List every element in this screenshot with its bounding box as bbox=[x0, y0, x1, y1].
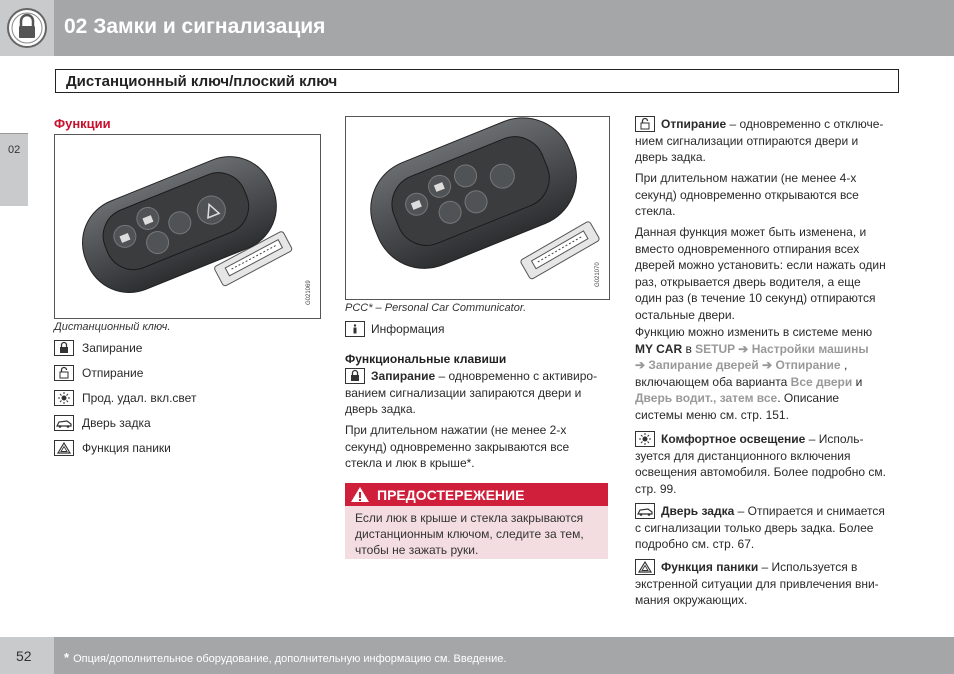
legend-item-panic bbox=[54, 440, 171, 456]
info-icon bbox=[345, 321, 365, 337]
lock-icon bbox=[54, 340, 74, 356]
tailgate-icon bbox=[635, 503, 655, 519]
footer-note: * Опция/дополнительное оборудование, дополнительную информацию см. Введение. bbox=[64, 650, 507, 665]
tailgate-icon bbox=[54, 415, 74, 431]
menu-arrow-icon: ➔ bbox=[635, 358, 649, 372]
chapter-side-tab-label: 02 bbox=[8, 144, 21, 156]
light-icon bbox=[54, 390, 74, 406]
unlock-description: Отпирание – одновременно с отключе- нием сигнализации отпираются двери и дверь задка. bbox=[635, 117, 884, 164]
figure-code: G021069 bbox=[306, 280, 312, 305]
lock-chapter-icon bbox=[0, 0, 54, 56]
menu-door-lock: Запирание дверей bbox=[648, 358, 759, 372]
panic-icon bbox=[54, 440, 74, 456]
menu-mycar: MY CAR bbox=[635, 341, 683, 356]
legend-label: Функция паники bbox=[82, 441, 171, 455]
panic-icon bbox=[635, 559, 655, 575]
figure-code: G021070 bbox=[595, 262, 601, 287]
legend-label: Дверь задка bbox=[82, 416, 151, 430]
menu-unlock: Отпирание bbox=[775, 358, 841, 372]
legend-label: Запирание bbox=[82, 341, 143, 355]
section-title: Дистанционный ключ/плоский ключ bbox=[66, 73, 338, 90]
chapter-side-tab bbox=[0, 133, 28, 206]
info-label: Информация bbox=[371, 322, 445, 336]
pcc-caption: PCC* – Personal Car Communicator. bbox=[345, 302, 527, 314]
warning-title: ПРЕДОСТЕРЕЖЕНИЕ bbox=[377, 487, 525, 503]
remote-key-illustration bbox=[55, 135, 320, 318]
legend-item-unlock bbox=[54, 365, 143, 381]
warning-header bbox=[345, 483, 608, 506]
menu-arrow-icon: ➔ bbox=[734, 341, 752, 356]
legend-item-tailgate bbox=[54, 415, 151, 431]
functions-heading: Функции bbox=[54, 116, 111, 131]
unlock-change-paragraph: Данная функция может быть изменена, и вместо одновременного отпирания всех дверей можно установить: если нажать один раз, открывается дверь водителя, а еще один раз (в течение 10 секунд) отпираются остальные двери. bbox=[635, 225, 886, 322]
menu-arrow-icon: ➔ bbox=[758, 358, 776, 372]
chapter-badge bbox=[0, 0, 54, 56]
menu-all-doors: Все двери bbox=[790, 374, 853, 389]
warning-box bbox=[345, 483, 608, 559]
legend-item-lock bbox=[54, 340, 142, 356]
figure-caption: Дистанционный ключ. bbox=[54, 321, 171, 333]
legend-label: Прод. удал. вкл.свет bbox=[82, 391, 197, 405]
function-keys-heading: Функциональные клавиши bbox=[345, 352, 507, 366]
menu-driver-door: Дверь водит., затем все bbox=[635, 391, 778, 405]
light-icon bbox=[635, 431, 655, 447]
comfort-light-description: Комфортное освещение – Исполь- зуется для дистанционного включения освещения автомобиля. Более подробно см. стр. 99. bbox=[635, 432, 886, 496]
lock-icon bbox=[345, 368, 365, 384]
page-footer bbox=[54, 637, 954, 674]
warning-text: Если люк в крыше и стекла закрываются дистанционным ключом, следите за тем, чтобы не зажать руки. bbox=[355, 511, 584, 557]
legend-label: Отпирание bbox=[82, 366, 144, 380]
legend-item-light bbox=[54, 390, 196, 406]
lock-hold-paragraph: При длительном нажатии (не менее 2-х секунд) одновременно закрываются все стекла и люк в крыше*. bbox=[345, 423, 570, 470]
page-number-box bbox=[0, 637, 54, 674]
info-legend bbox=[345, 321, 444, 338]
footer-star: * bbox=[64, 650, 70, 665]
remote-key-figure bbox=[54, 134, 321, 319]
unlock-icon bbox=[635, 116, 655, 132]
tailgate-description: Дверь задка – Отпирается и снимается с сигнализации только дверь задка. Более подробно см. стр. 67. bbox=[635, 504, 885, 551]
panic-description: Функция паники – Используется в экстренной ситуации для привлечения вни- мания окружающих. bbox=[635, 560, 879, 607]
section-title-bar bbox=[55, 69, 899, 93]
unlock-hold-paragraph: При длительном нажатии (не менее 4-х секунд) одновременно открываются все стекла. bbox=[635, 171, 859, 218]
page-number: 52 bbox=[16, 648, 32, 664]
menu-setup: SETUP bbox=[695, 341, 735, 356]
pcc-key-illustration bbox=[346, 117, 609, 299]
pcc-key-figure bbox=[345, 116, 610, 300]
warning-icon bbox=[350, 486, 370, 503]
page-title: 02 Замки и сигнализация bbox=[64, 15, 326, 38]
menu-car-settings: Настройки машины bbox=[751, 341, 869, 356]
lock-description: Запирание – одновременно с активиро- ванием сигнализации запираются двери и дверь задка. bbox=[345, 369, 598, 416]
unlock-icon bbox=[54, 365, 74, 381]
menu-path-paragraph: Функцию можно изменить в системе меню MY CAR в SETUP ➔ Настройки машины ➔ Запирание дверей ➔ Отпирание , включающем оба варианта Все двери и Дверь водит., затем все. Описание системы меню см. стр. 151. bbox=[635, 325, 873, 422]
